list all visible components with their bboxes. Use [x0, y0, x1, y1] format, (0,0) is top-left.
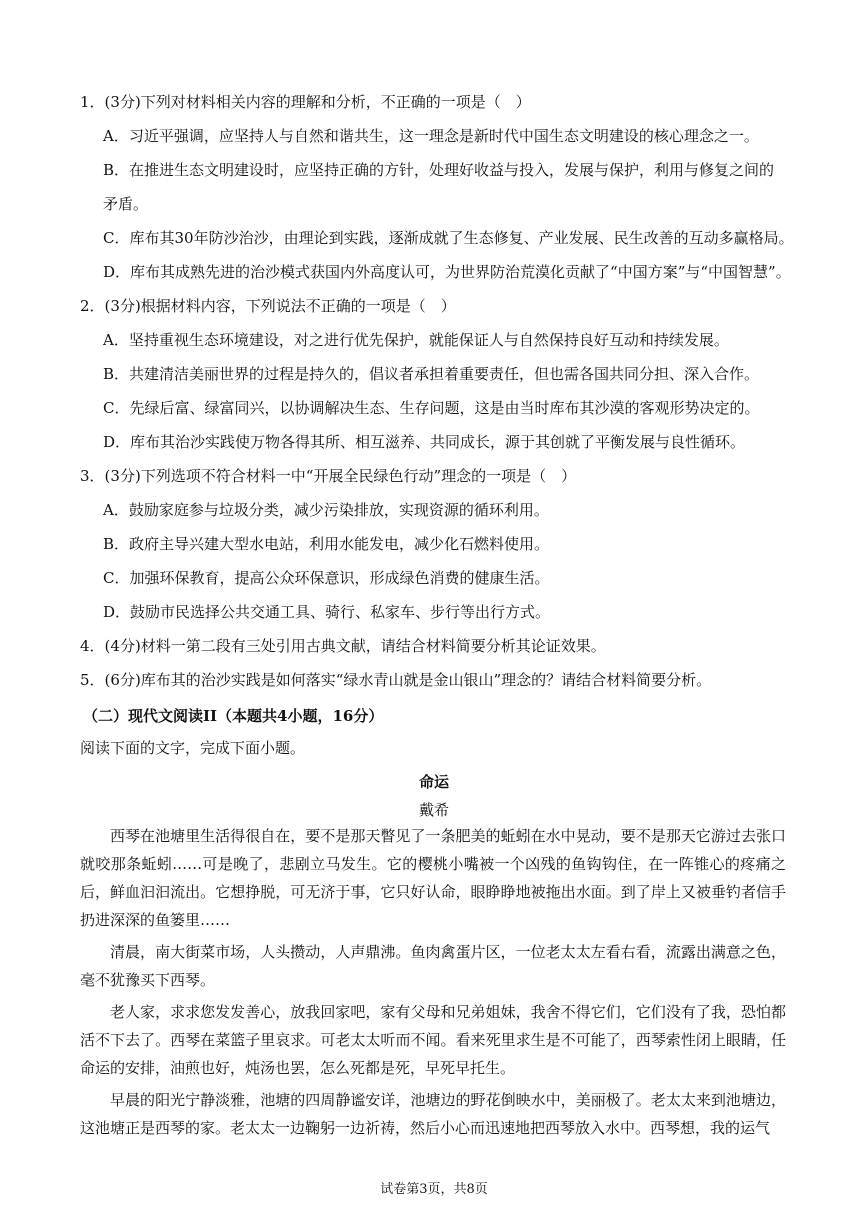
question-2-option-a: A．坚持重视生态环境建设，对之进行优先保护，就能保证人与自然保持良好互动和持续发展。 — [103, 331, 729, 349]
reading-instruction: 阅读下面的文字，完成下面小题。 — [80, 739, 306, 757]
question-3-option-d: D．鼓励市民选择公共交通工具、骑行、私家车、步行等出行方式。 — [103, 603, 551, 621]
story-paragraph-4: 早晨的阳光宁静淡雅，池塘的四周静谧安详，池塘边的野花倒映水中，美丽极了。老太太来到池塘边，这池塘正是西琴的家。老太太一边鞠躬一边祈祷，然后小心而迅速地把西琴放入水中。西琴想，我的运气 — [80, 1091, 786, 1137]
question-2-option-b: B．共建清洁美丽世界的过程是持久的，倡议者承担着重要责任，但也需各国共同分担、深入合作。 — [103, 365, 760, 383]
question-1-option-a: A．习近平强调，应坚持人与自然和谐共生，这一理念是新时代中国生态文明建设的核心理念之一。 — [103, 127, 759, 145]
question-2-option-d: D．库布其治沙实践使万物各得其所、相互滋养、共同成长，源于其创就了平衡发展与良性循环。 — [103, 433, 746, 451]
story-paragraph-3: 老人家，求求您发发善心，放我回家吧，家有父母和兄弟姐妹，我舍不得它们，它们没有了我，恐怕都活不下去了。西琴在菜篮子里哀求。可老太太听而不闻。看来死里求生是不可能了，西琴索性闭上眼睛，任命运的安排，油煎也好，炖汤也罢，怎么死都是死，早死早托生。 — [80, 1003, 786, 1077]
question-2-stem: 2．(3分)根据材料内容，下列说法不正确的一项是（ ） — [80, 297, 456, 315]
question-4: 4．(4分)材料一第二段有三处引用古典文献，请结合材料简要分析其论证效果。 — [80, 637, 606, 655]
question-1-option-c: C．库布其30年防沙治沙，由理论到实践，逐渐成就了生态修复、产业发展、民生改善的互动多赢格局。 — [103, 229, 794, 247]
question-3-option-a: A．鼓励家庭参与垃圾分类，减少污染排放，实现资源的循环利用。 — [103, 501, 549, 519]
question-3-option-c: C．加强环保教育，提高公众环保意识，形成绿色消费的健康生活。 — [103, 569, 550, 587]
story-title: 命运 — [418, 773, 449, 791]
question-1-option-b: B．在推进生态文明建设时，应坚持正确的方针，处理好收益与投入，发展与保护，利用与修复之间的 — [103, 161, 775, 179]
page-footer: 试卷第3页，共8页 — [380, 1182, 488, 1197]
question-1-option-d: D．库布其成熟先进的治沙模式获国内外高度认可，为世界防治荒漠化贡献了“中国方案”与“中国智慧”。 — [103, 263, 791, 281]
question-1-option-b-continued: 矛盾。 — [103, 195, 149, 213]
story-author: 戴希 — [418, 801, 449, 819]
question-1-stem: 1．(3分)下列对材料相关内容的理解和分析，不正确的一项是（ ） — [80, 93, 531, 111]
story-paragraph-1: 西琴在池塘里生活得很自在，要不是那天瞥见了一条肥美的蚯蚓在水中晃动，要不是那天它游过去张口就咬那条蚯蚓……可是晚了，悲剧立马发生。它的樱桃小嘴被一个凶残的鱼钩钩住，在一阵锥心的疼痛之后，鲜血汩汩流出。它想挣脱，可无济于事，它只好认命，眼睁睁地被拖出水面。到了岸上又被垂钓者信手扔进深深的鱼篓里…… — [80, 827, 786, 929]
story-paragraph-2: 清晨，南大街菜市场，人头攒动，人声鼎沸。鱼肉禽蛋片区，一位老太太左看右看，流露出满意之色，毫不犹豫买下西琴。 — [80, 943, 786, 989]
question-5: 5．(6分)库布其的治沙实践是如何落实“绿水青山就是金山银山”理念的？请结合材料简要分析。 — [80, 671, 712, 689]
question-2-option-c: C．先绿后富、绿富同兴，以协调解决生态、生存问题，这是由当时库布其沙漠的客观形势决定的。 — [103, 399, 760, 417]
question-3-option-b: B．政府主导兴建大型水电站，利用水能发电，减少化石燃料使用。 — [103, 535, 550, 553]
question-3-stem: 3．(3分)下列选项不符合材料一中“开展全民绿色行动”理念的一项是（ ） — [80, 467, 577, 485]
section-heading: （二）现代文阅读II（本题共4小题，16分） — [83, 707, 384, 725]
